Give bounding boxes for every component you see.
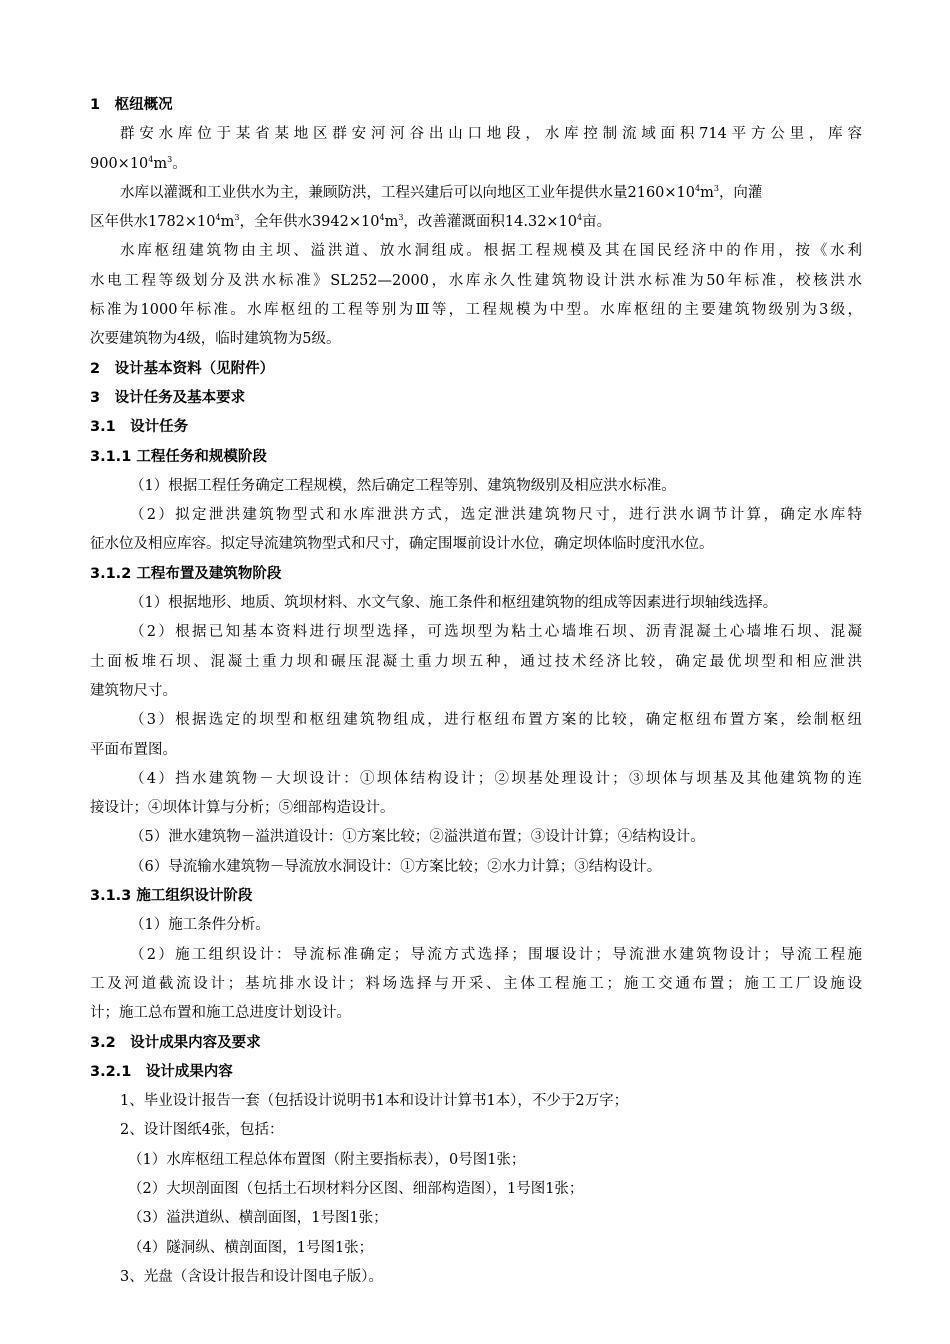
paragraph-line: 水库枢纽建筑物由主坝、溢洪道、放水洞组成。根据工程规模及其在国民经济中的作用，按《水利: [120, 243, 862, 260]
list-item: （6）导流输水建筑物－导流放水洞设计：①方案比较；②水力计算；③结构设计。: [130, 858, 662, 875]
list-item: （4）挡水建筑物－大坝设计：①坝体结构设计；②坝基处理设计；③坝体与坝基及其他建筑物的连: [130, 770, 862, 787]
document-page: [90, 91, 862, 1292]
list-item: （3）溢洪道纵、横剖面图，1号图1张；: [128, 1210, 388, 1227]
paragraph-line: 群安水库位于某省某地区群安河河谷出山口地段，水库控制流域面积714平方公里，库容: [120, 126, 862, 143]
list-item: （2）根据已知基本资料进行坝型选择，可选坝型为粘土心墙堆石坝、沥青混凝土心墙堆石坝、混凝: [130, 624, 862, 641]
list-item: （4）隧洞纵、横剖面图，1号图1张；: [128, 1239, 374, 1256]
list-item: 3、光盘（含设计报告和设计图电子版）。: [120, 1268, 383, 1285]
section-heading-1: 1 枢纽概况: [90, 97, 173, 113]
list-item: 2、设计图纸4张，包括：: [120, 1122, 284, 1139]
section-heading-3-2-1: 3.2.1 设计成果内容: [90, 1063, 233, 1080]
section-heading-3-2: 3.2 设计成果内容及要求: [90, 1034, 261, 1051]
section-heading-3-1-3: 3.1.3 施工组织设计阶段: [90, 888, 253, 905]
list-item: （1）根据工程任务确定工程规模，然后确定工程等别、建筑物级别及相应洪水标准。: [130, 477, 676, 494]
paragraph-line: 水库以灌溉和工业供水为主，兼顾防洪，工程兴建后可以向地区工业年提供水量$2160\times 10^4m^3$，向灌: [120, 183, 763, 201]
list-item: （5）泄水建筑物－溢洪道设计：①方案比较；②溢洪道布置；③设计计算；④结构设计。: [130, 829, 705, 846]
list-item-continuation: 计；施工总布置和施工总进度计划设计。: [90, 1005, 351, 1022]
paragraph-line: 次要建筑物为4级，临时建筑物为5级。: [90, 331, 341, 348]
section-heading-2: 2 设计基本资料（见附件）: [90, 360, 275, 377]
list-item: （2）拟定泄洪建筑物型式和水库泄洪方式，选定泄洪建筑物尺寸，进行洪水调节计算，确定水库特: [130, 507, 862, 524]
paragraph-line: 区年供水$1782\times 10^4m^3$，全年供水$3942\times 10^4m^3$，改善灌溉面积$14.32\times 10^4$亩。: [90, 213, 612, 231]
list-item: （1）施工条件分析。: [130, 917, 270, 934]
paragraph-line: 水电工程等级划分及洪水标准》SL252—2000，水库永久性建筑物设计洪水标准为50年标准，校核洪水: [90, 272, 862, 289]
paragraph-line: 标准为1000年标准。水库枢纽的工程等别为Ⅲ等，工程规模为中型。水库枢纽的主要建筑物级别为3级，: [90, 302, 862, 319]
list-item-continuation: 土面板堆石坝、混凝土重力坝和碾压混凝土重力坝五种，通过技术经济比较，确定最优坝型和相应泄洪: [90, 653, 862, 670]
list-item-continuation: 平面布置图。: [90, 741, 177, 758]
paragraph-line: $900\times 10^4m^3$。: [90, 154, 187, 172]
list-item: （1）根据地形、地质、筑坝材料、水文气象、施工条件和枢纽建筑物的组成等因素进行坝轴线选择。: [130, 595, 778, 612]
section-heading-3: 3 设计任务及基本要求: [90, 389, 246, 406]
section-heading-3-1: 3.1 设计任务: [90, 419, 189, 436]
section-heading-3-1-1: 3.1.1 工程任务和规模阶段: [90, 448, 267, 465]
list-item: （1）水库枢纽工程总体布置图（附主要指标表），0号图1张；: [128, 1151, 526, 1168]
list-item: （2）施工组织设计：导流标准确定；导流方式选择；围堰设计；导流泄水建筑物设计；导流工程施: [130, 946, 862, 963]
list-item: 1、毕业设计报告一套（包括设计说明书1本和设计计算书1本），不少于2万字；: [120, 1093, 629, 1110]
list-item-continuation: 接设计；④坝体计算与分析；⑤细部构造设计。: [90, 800, 395, 817]
list-item: （2）大坝剖面图（包括土石坝材料分区图、细部构造图），1号图1张；: [128, 1180, 584, 1197]
list-item: （3）根据选定的坝型和枢纽建筑物组成，进行枢纽布置方案的比较，确定枢纽布置方案，绘制枢纽: [130, 712, 862, 729]
list-item-continuation: 征水位及相应库容。拟定导流建筑物型式和尺寸，确定围堰前设计水位，确定坝体临时度汛水位。: [90, 536, 714, 553]
list-item-continuation: 建筑物尺寸。: [90, 682, 177, 699]
section-heading-3-1-2: 3.1.2 工程布置及建筑物阶段: [90, 565, 282, 582]
list-item-continuation: 工及河道截流设计；基坑排水设计；料场选择与开采、主体工程施工；施工交通布置；施工工厂设施设: [90, 975, 862, 992]
